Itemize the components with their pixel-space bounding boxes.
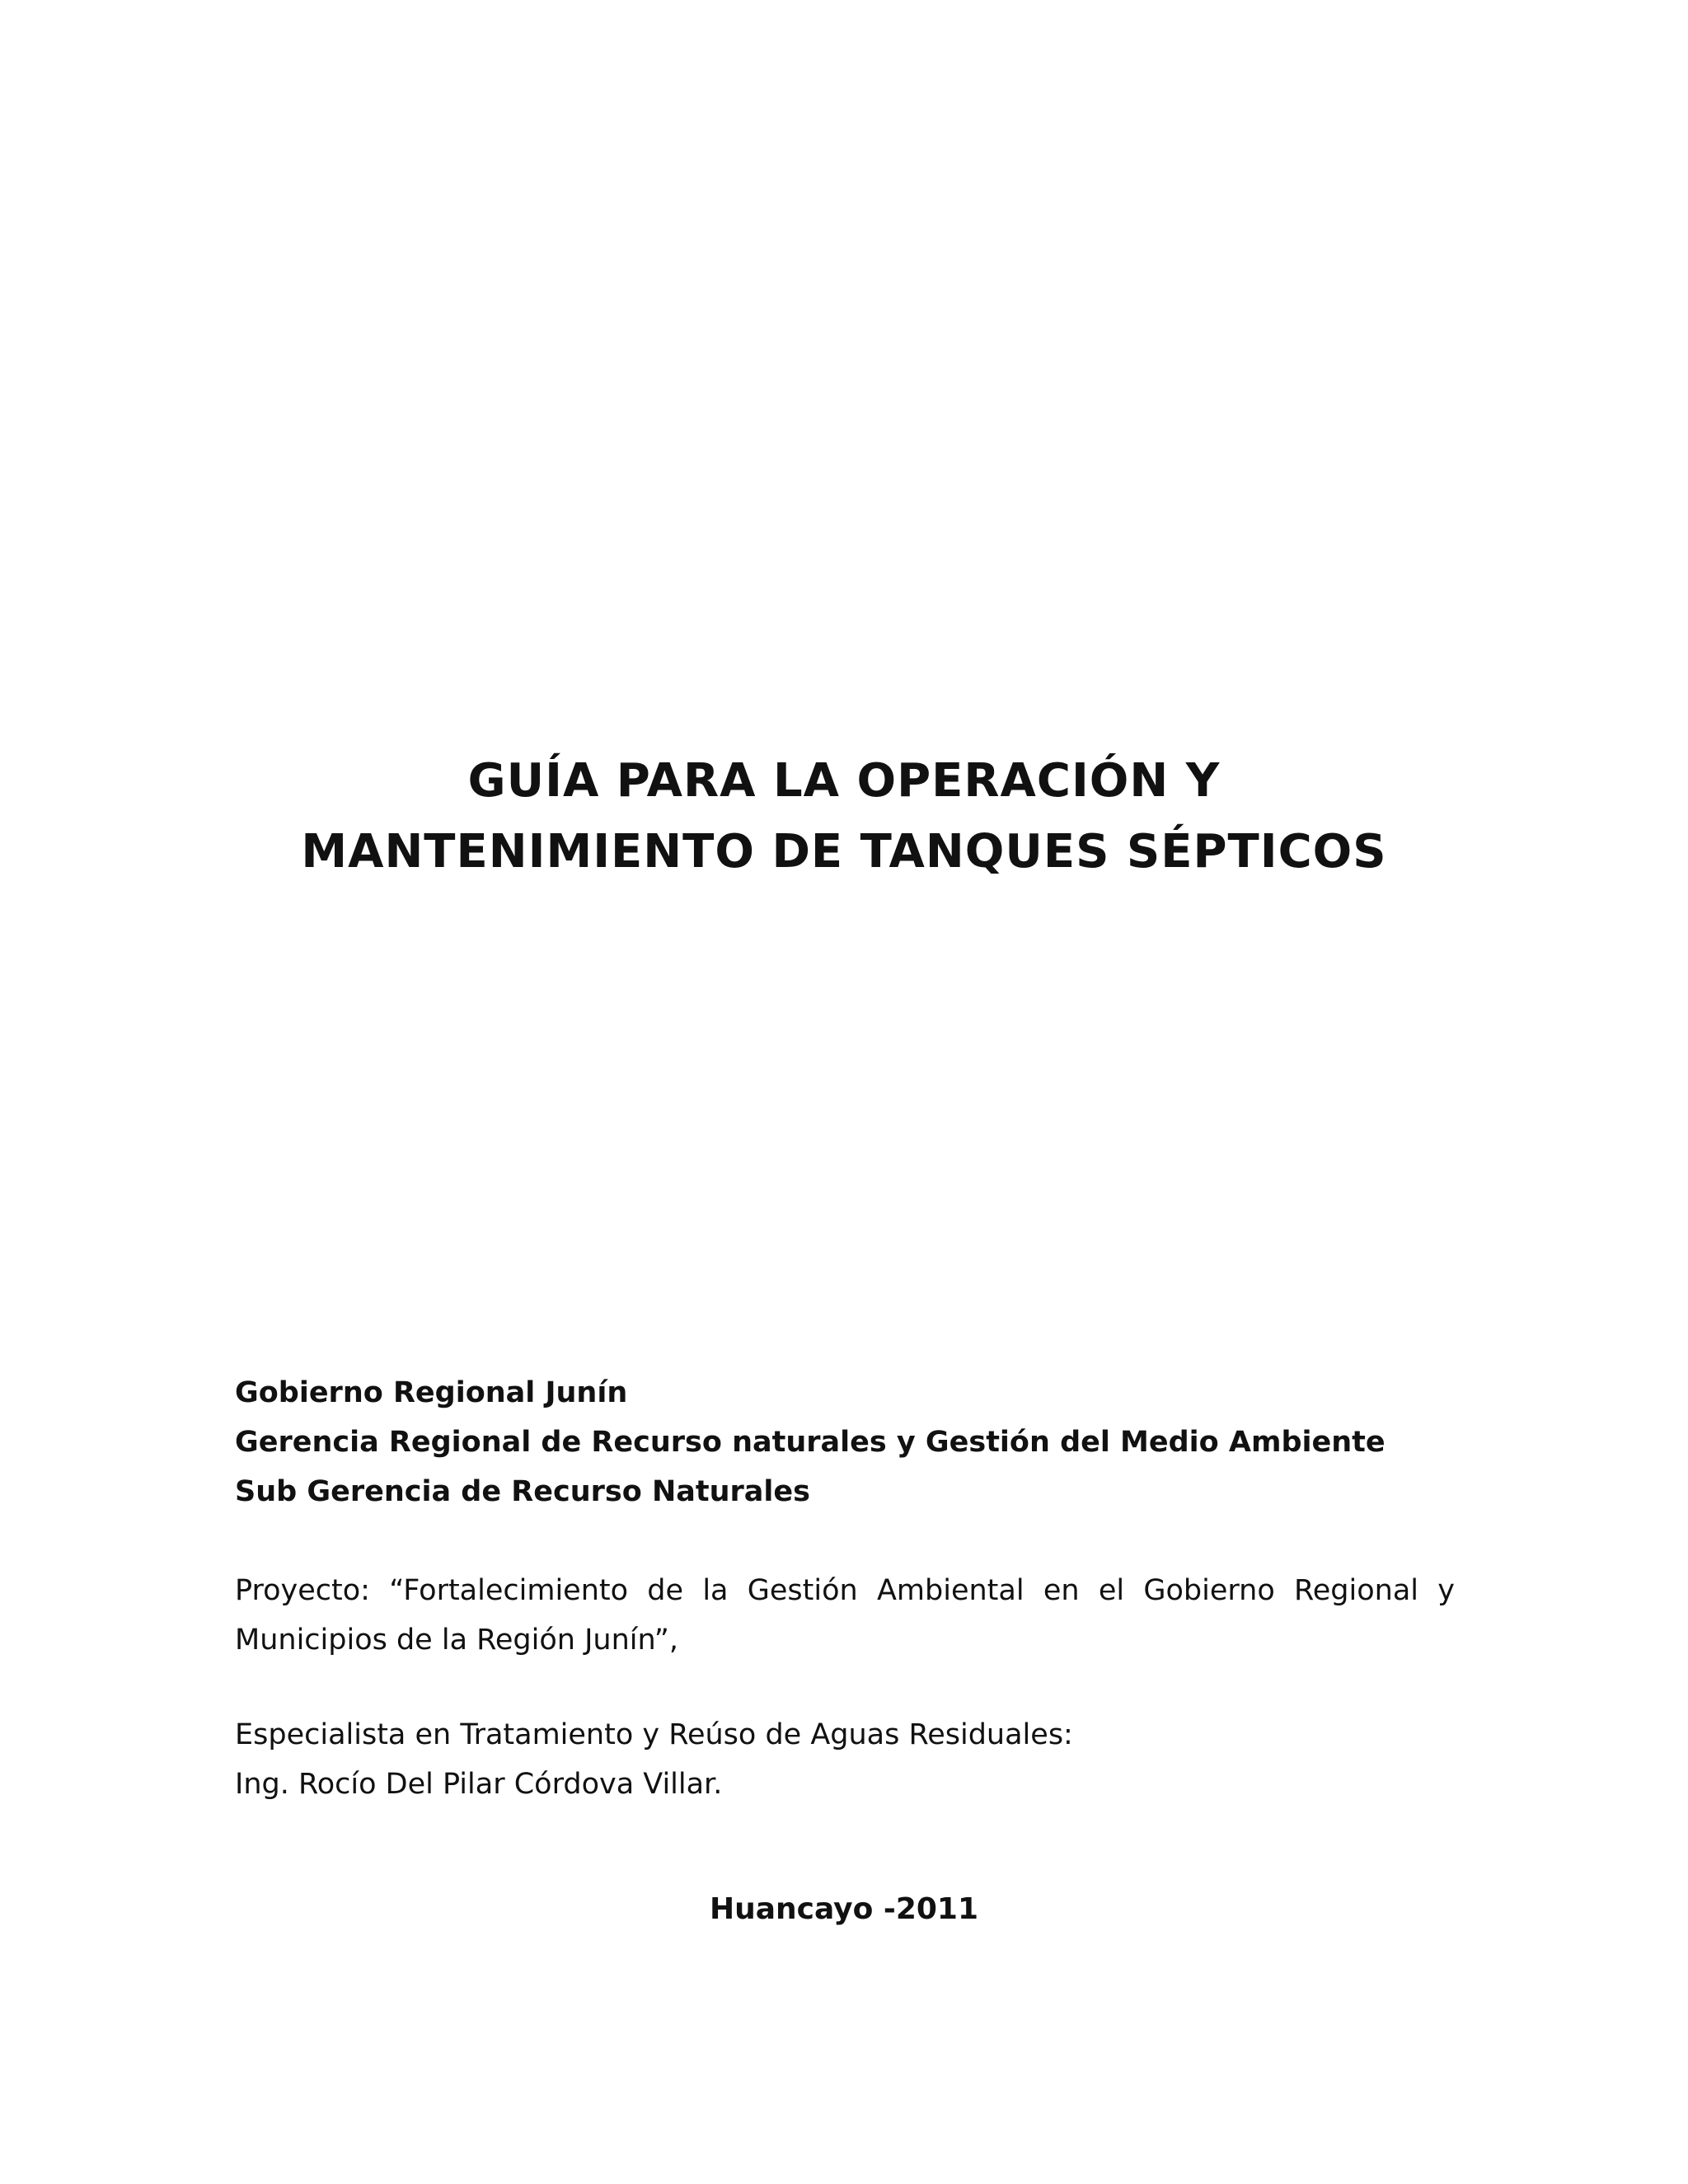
specialist-block — [235, 1710, 1455, 1809]
title-line-2: MANTENIMIENTO DE TANQUES SÉPTICOS — [301, 825, 1387, 879]
organization-sub-management: Sub Gerencia de Recurso Naturales — [235, 1475, 810, 1508]
specialist-role: Especialista en Tratamiento y Reúso de Aguas Residuales: — [235, 1718, 1073, 1751]
title-line-1: GUÍA PARA LA OPERACIÓN Y — [467, 754, 1221, 808]
organization-regional-management: Gerencia Regional de Recurso naturales y Gestión del Medio Ambiente — [235, 1426, 1386, 1459]
document-title — [0, 746, 1688, 888]
organizations-block — [235, 1368, 1471, 1516]
specialist-name: Ing. Rocío Del Pilar Córdova Villar. — [235, 1768, 723, 1801]
organization-regional-government: Gobierno Regional Junín — [235, 1376, 628, 1409]
place-and-year: Huancayo -2011 — [709, 1892, 979, 1926]
project-description: Proyecto: “Fortalecimiento de la Gestión Ambiental en el Gobierno Regional y Municipios de la Región Junín”, — [235, 1574, 1455, 1657]
